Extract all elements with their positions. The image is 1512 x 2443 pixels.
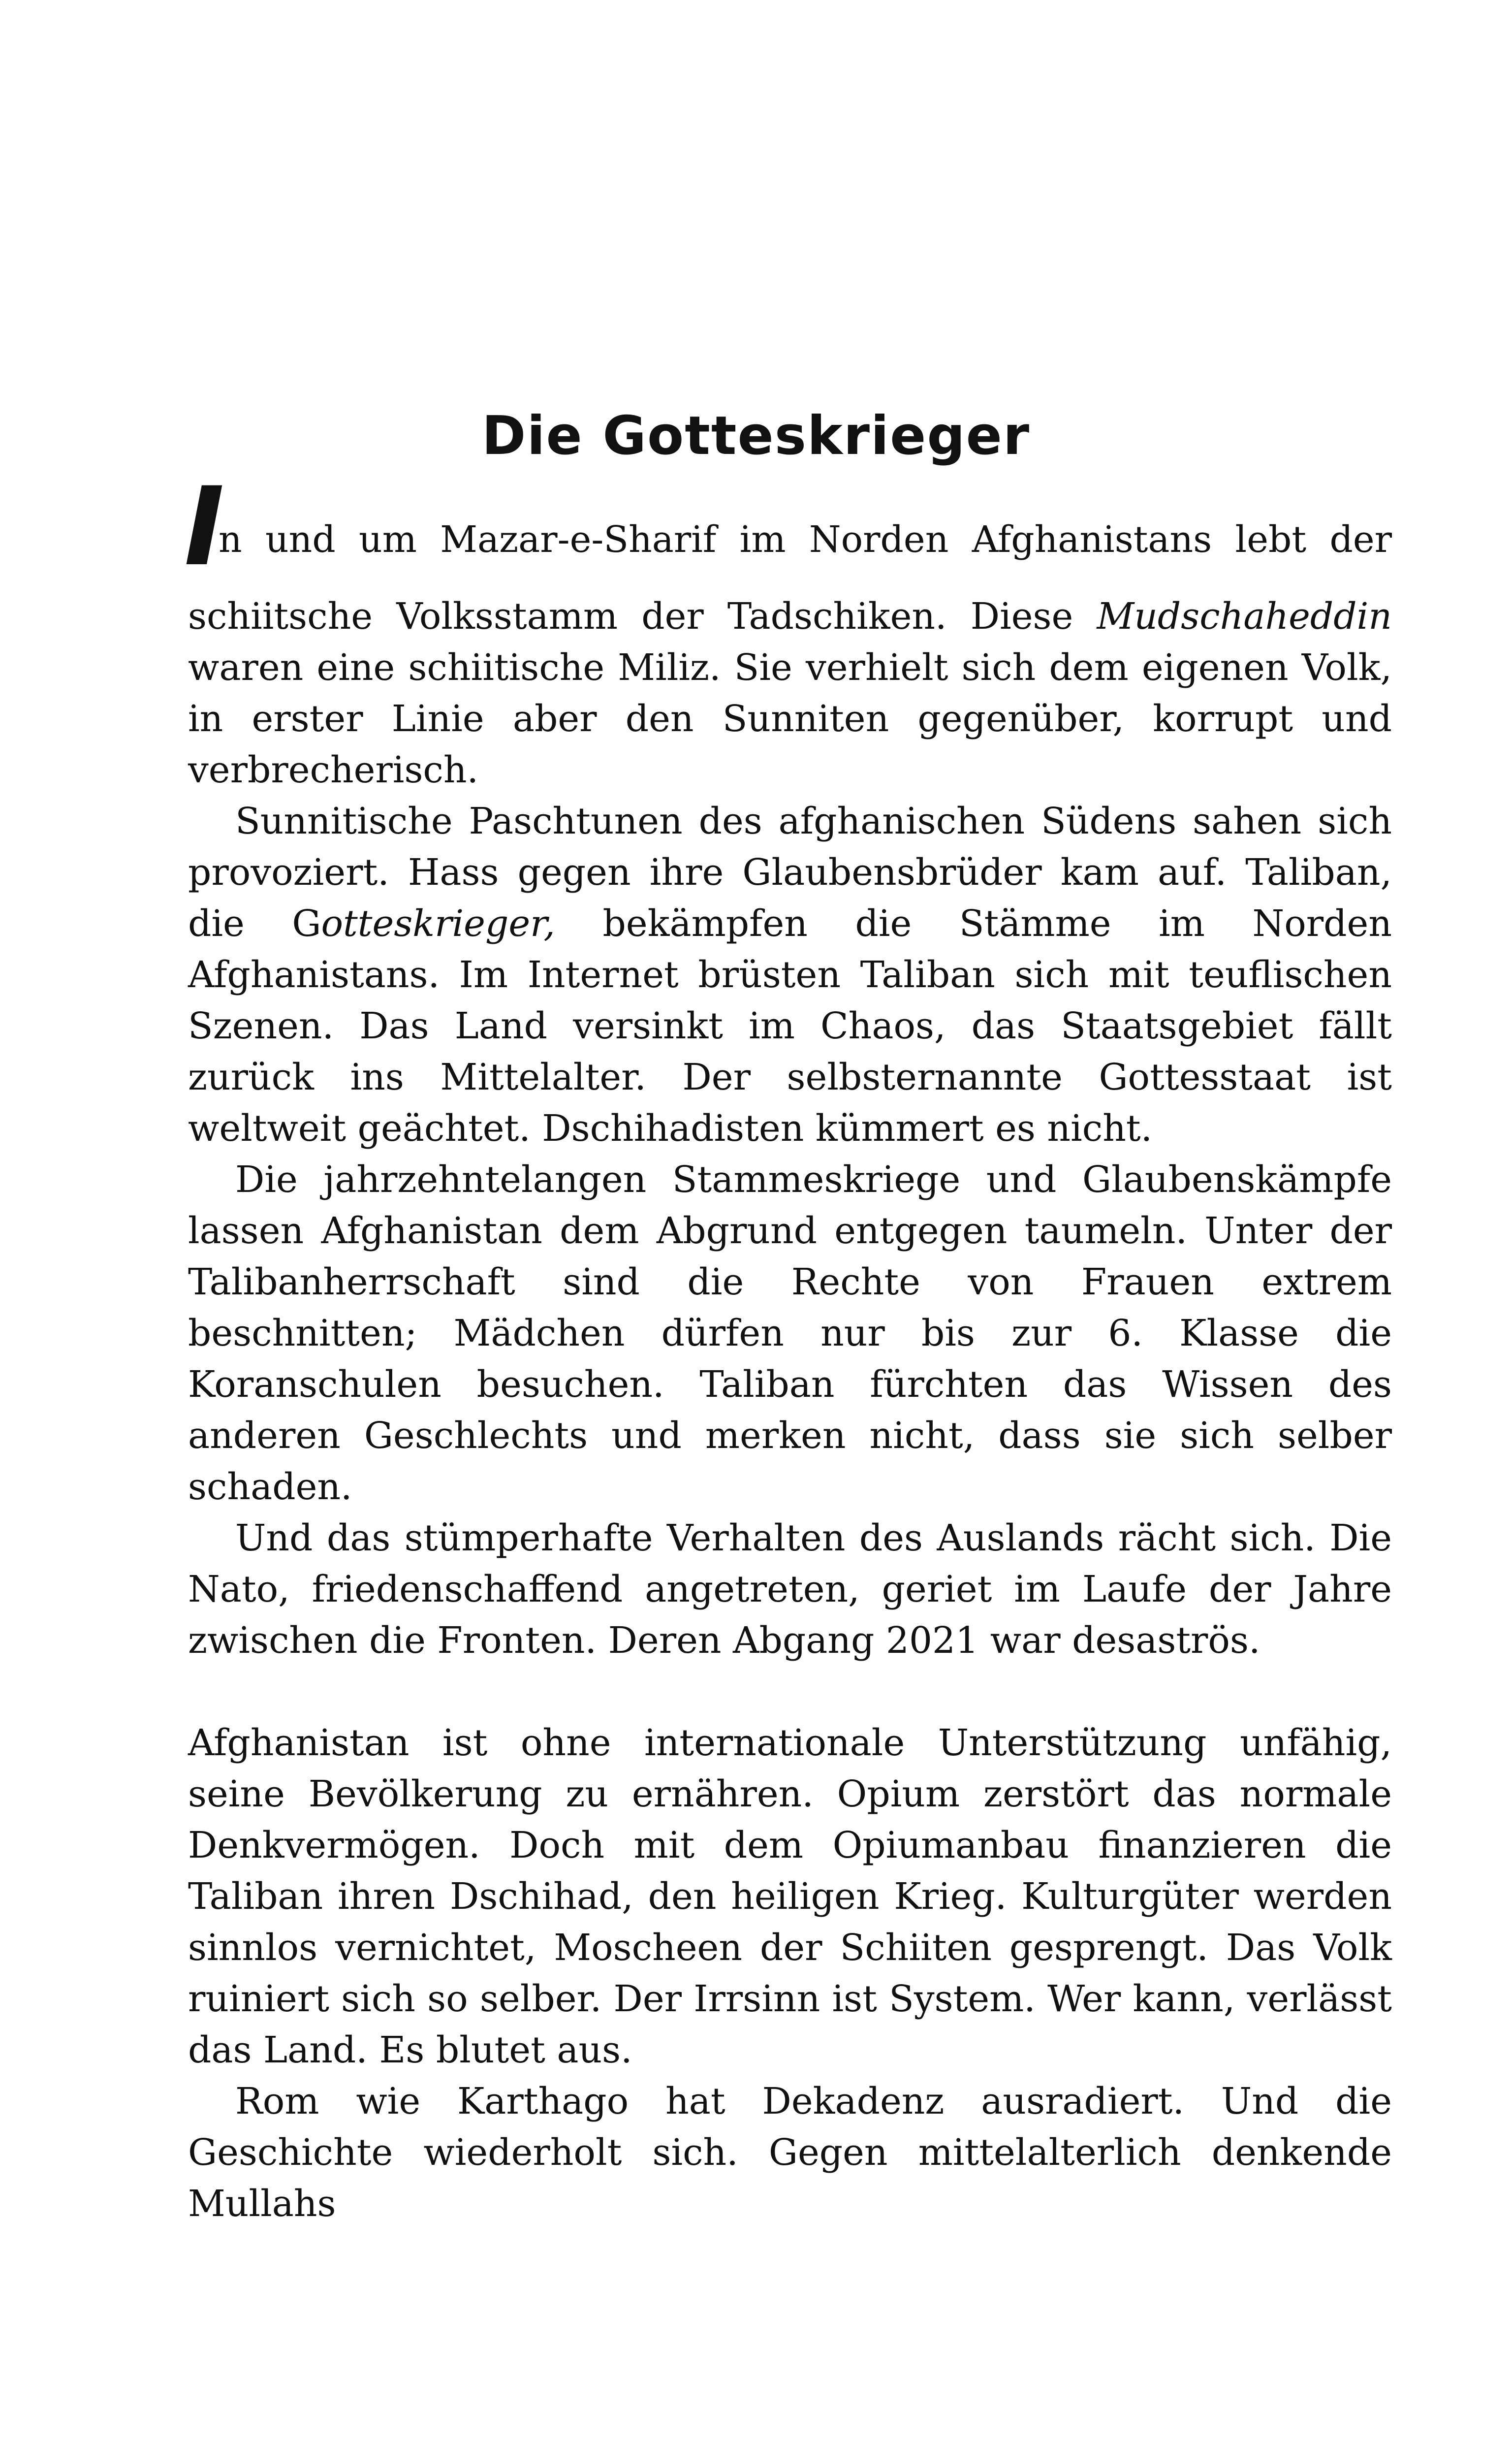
opening-line-text: n und um Mazar-e-Sharif im Norden Afghanistans lebt der (219, 518, 1392, 561)
paragraph-6: Rom wie Karthago hat Dekadenz ausradiert. Und die Geschichte wiederholt sich. Gegen mittelalterlich denkende Mullahs (188, 2080, 1392, 2225)
paragraph-1-emphasis: Mudschaheddin (1097, 595, 1392, 638)
paragraph-2-text-b: bekämpfen die Stämme im Norden Afghanistans. Im Internet brüsten Taliban sich mit teuflischen Szenen. Das Land versinkt im Chaos, das Staatsgebiet fällt zurück ins Mittelalter. Der selbsternannte Gottesstaat ist weltweit geächtet. Dschihadisten kümmert es nicht. (188, 902, 1392, 1150)
paragraph-5: Afghanistan ist ohne internationale Unterstützung unfähig, seine Bevölkerung zu ernähren. Opium zerstört das normale Denkvermögen. Doch mit dem Opiumanbau finanzieren die Taliban ihren Dschihad, den heiligen Krieg. Kulturgüter werden sinnlos vernichtet, Moscheen der Schiiten gesprengt. Das Volk ruiniert sich so selber. Der Irrsinn ist System. Wer kann, verlässt das Land. Es blutet aus. (188, 1722, 1392, 2071)
paragraph-1 (188, 591, 1392, 796)
paragraph-2-text-a: Sunnitische Paschtunen des afghanischen Südens sahen sich provoziert. Hass gegen ihre Glaubensbrüder kam auf. Taliban, die G (188, 800, 1392, 945)
paragraph-1-text-b: waren eine schiitische Miliz. Sie verhielt sich dem eigenen Volk, in erster Linie aber den Sunniten gegenüber, korrupt und verbrecherisch. (188, 646, 1392, 791)
paragraph-3: Die jahrzehntelangen Stammeskriege und Glaubenskämpfe lassen Afghanistan dem Abgrund entgegen taumeln. Unter der Talibanherrschaft sind die Rechte von Frauen extrem beschnitten; Mädchen dürfen nur bis zur 6. Klasse die Koranschulen besuchen. Taliban fürchten das Wissen des anderen Geschlechts und merken nicht, dass sie sich selber schaden. (188, 1158, 1392, 1508)
paragraph-1-text-a: schiitsche Volksstamm der Tadschiken. Diese (188, 595, 1097, 638)
paragraph-2 (188, 796, 1392, 1154)
drop-cap-letter: I (184, 464, 224, 590)
opening-line (184, 464, 1392, 591)
chapter-body (184, 464, 1392, 2229)
chapter-title: Die Gotteskrieger (481, 405, 1031, 467)
paragraph-2-emphasis: otteskrieger, (321, 902, 555, 945)
paragraph-4: Und das stümperhafte Verhalten des Auslands rächt sich. Die Nato, friedenschaffend angetreten, geriet im Laufe der Jahre zwischen die Fronten. Deren Abgang 2021 war desaströs. (188, 1517, 1392, 1662)
